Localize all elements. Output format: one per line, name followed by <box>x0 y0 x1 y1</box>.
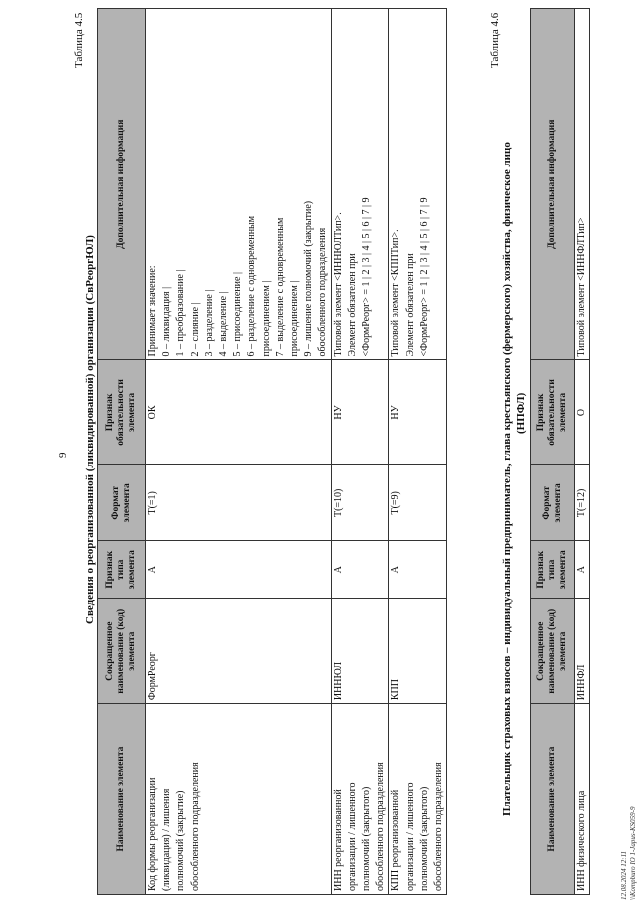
header-element-name: Наименование элемента <box>531 704 575 895</box>
table-row <box>331 9 389 895</box>
cell-info: Типовой элемент <КППТип>. Элемент обязателен при <ФормРеорг> = 1 | 2 | 3 | 4 | 5 | 6 | 7 | 9 <box>389 9 447 360</box>
cell-element-name: КПП реорганизованной организации / лишенного полномочий (закрытого) обособленного подразделения <box>389 704 447 895</box>
cell-code: ФормРеорг <box>146 599 332 704</box>
cell-type: А <box>146 541 332 599</box>
table-4-6-title-line1: Плательщик страховых взносов – индивидуальный предприниматель, глава крестьянского (фермерского) хозяйства, физическое лицо <box>501 142 513 816</box>
table-4-6-label: Таблица 4.6 <box>489 12 501 68</box>
table-4-6-title-line2: (НПФЛ) <box>515 392 527 434</box>
cell-required: НУ <box>331 360 389 465</box>
header-short-code: Сокращенное наименование (код) элемента <box>98 599 146 704</box>
footer-path: \\Kompburo IO 1-Japus-KS059-9 <box>629 806 637 900</box>
cell-element-name: ИНН физического лица <box>575 704 590 895</box>
cell-required: НУ <box>389 360 447 465</box>
cell-code: ИННЮЛ <box>331 599 389 704</box>
cell-format: Т(=1) <box>146 465 332 541</box>
page-number: 9 <box>57 452 69 458</box>
cell-type: А <box>331 541 389 599</box>
cell-required: О <box>575 360 590 465</box>
header-required-flag: Признак обязательности элемента <box>98 360 146 465</box>
table-row <box>389 9 447 895</box>
table-4-5-label: Таблица 4.5 <box>73 12 85 68</box>
header-type-flag: Признак типа элемента <box>531 541 575 599</box>
footer-timestamp: 12.08.2024 12:11 <box>620 850 628 900</box>
table-4-6-header-row <box>531 9 575 895</box>
cell-type: А <box>389 541 447 599</box>
table-4-5 <box>97 8 447 895</box>
header-type-flag: Признак типа элемента <box>98 541 146 599</box>
table-4-5-header-row <box>98 9 146 895</box>
table-4-5-title: Сведения о реорганизованной (ликвидированной) организации (СвРеоргЮЛ) <box>84 235 96 624</box>
header-short-code: Сокращенное наименование (код) элемента <box>531 599 575 704</box>
cell-type: А <box>575 541 590 599</box>
header-required-flag: Признак обязательности элемента <box>531 360 575 465</box>
header-additional-info: Дополнительная информация <box>531 9 575 360</box>
cell-format: Т(=12) <box>575 465 590 541</box>
header-format: Формат элемента <box>531 465 575 541</box>
cell-code: ИННФЛ <box>575 599 590 704</box>
cell-element-name: ИНН реорганизованной организации / лишенного полномочий (закрытого) обособленного подразделения <box>331 704 389 895</box>
cell-code: КПП <box>389 599 447 704</box>
table-row <box>575 9 590 895</box>
header-format: Формат элемента <box>98 465 146 541</box>
cell-format: Т(=10) <box>331 465 389 541</box>
cell-info: Типовой элемент <ИННЮЛТип>. Элемент обязателен при <ФормРеорг> = 1 | 2 | 3 | 4 | 5 | 6 | 7 | 9 <box>331 9 389 360</box>
cell-element-name: Код формы реорганизации (ликвидация) / лишения полномочий (закрытие) обособленного подразделения <box>146 704 332 895</box>
header-additional-info: Дополнительная информация <box>98 9 146 360</box>
table-row <box>146 9 332 895</box>
cell-required: ОК <box>146 360 332 465</box>
cell-info: Принимает значение: 0 – ликвидация | 1 – преобразование | 2 – слияние | 3 – разделение | 4 – выделение | 5 – присоединение | 6 – разделение с одновременным присоединением | 7 – выделение с одновременным присоединением | 9 – лишение полномочий (закрытие) обособленного подразделения <box>146 9 332 360</box>
header-element-name: Наименование элемента <box>98 704 146 895</box>
cell-info: Типовой элемент <ИННФЛТип> <box>575 9 590 360</box>
cell-format: Т(=9) <box>389 465 447 541</box>
table-4-6 <box>530 8 590 895</box>
